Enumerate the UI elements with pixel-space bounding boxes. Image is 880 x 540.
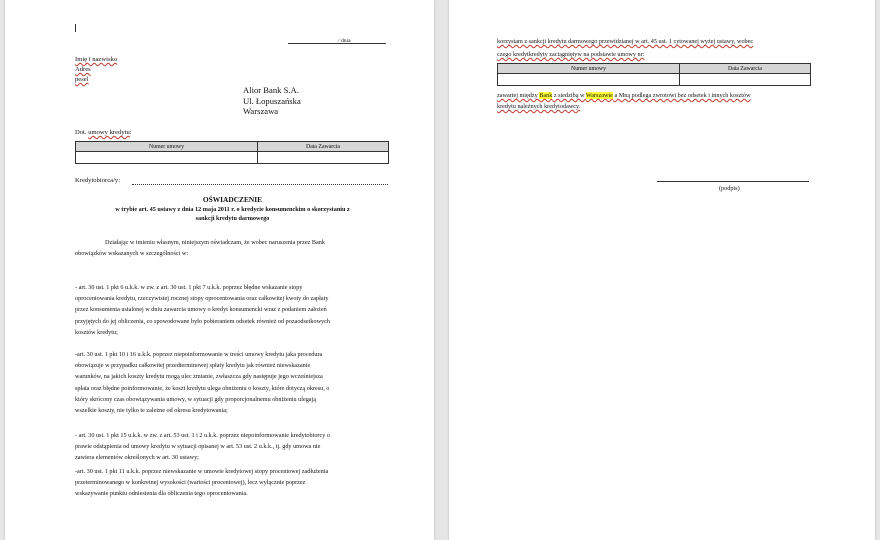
point-4-line: -art. 30 ust. 1 pkt 11 u.k.k. poprzez niewskazanie w umowie kredytowej stopy procentowej zadłużenia — [75, 468, 329, 475]
sender-block — [75, 55, 117, 85]
highlight-city: Warszawie — [585, 92, 613, 99]
point-2-line: -art. 30 ust. 1 pkt 10 i 16 u.k.k. poprzez niepoinformowanie w treści umowy kredytu jaka procedura — [75, 351, 323, 358]
after-pre: zawartej między — [497, 92, 540, 99]
date-label: / dnia — [338, 38, 351, 44]
intro-line-2: obowiązków wskazanych w szczególności w: — [75, 250, 189, 258]
point-4 — [75, 466, 390, 500]
title-block — [75, 195, 390, 223]
point-2-line: obowiązuje w przypadku całkowitej przedterminowej spłaty kredytu jak również niewskazanie — [75, 362, 311, 370]
dot-underlined: umowy kredytu — [88, 129, 130, 136]
bank-address — [243, 85, 301, 117]
document-subtitle-1: w trybie art. 45 ustawy z dnia 12 maja 2011 r. o kredycie konsumenckim o skorzystaniu z — [115, 206, 350, 213]
page2-after-line-2: kredytu należnych kredytodawcy. — [497, 103, 581, 110]
signature-line — [657, 181, 809, 182]
table-header-data: Data Zawarcia — [258, 142, 389, 152]
point-1 — [75, 282, 390, 338]
page2-line-1: korzystam z sankcji kredytu darmowego przewidzianej w art. 45 ust. 1 cytowanej wyżej ustawy, wobec — [497, 38, 754, 45]
sender-name: Imię i nazwisko — [75, 56, 118, 63]
point-2-line: warunków, na jakich koszty kredytu mogą ulec zmianie, zwłaszcza gdy następuje jego wcześniejsza — [75, 373, 323, 381]
point-1-line: - art. 30 ust. 1 pkt 6 u.k.k. w zw. z art. 30 ust. 1 pkt 7 u.k.k. poprzez błędne wskazanie stopy — [75, 284, 303, 291]
table2-header-numer: Numer umowy — [498, 64, 680, 74]
point-2-line: spłata oraz błędne poinformowanie, że koszt kredytu ulega obniżeniu o koszty, które dotyczą okresu, o — [75, 384, 330, 392]
document-page-2[interactable] — [449, 0, 875, 540]
page2-line-2: czego kredytkredyty zaciągniętyw na podstawie umowy nr: — [497, 51, 645, 58]
text-cursor — [75, 24, 76, 32]
contract-table-2 — [497, 63, 811, 86]
point-4-line: wskazywanie punktu odniesienia dla obliczenia tego oprocentowania. — [75, 490, 248, 498]
table-cell-data[interactable] — [258, 152, 389, 164]
page2-after-line-1 — [497, 90, 817, 101]
document-page-1[interactable] — [5, 0, 434, 540]
intro-paragraph — [75, 237, 390, 259]
point-1-line: przez konsumenta ustalonej w dniu zawarcia umowy o kredyt konsumencki wraz z podaniem założeń — [75, 306, 327, 314]
point-2-line: który skrócony czas obowiązywania umowy, w sytuacji gdy proporcjonalnemu obniżeniu ulegają — [75, 395, 317, 403]
after-post: a Mną podlega zwrotowi bez odsetek i innych kosztów — [612, 92, 751, 99]
signature-label: (podpis) — [719, 185, 740, 192]
table2-cell-numer[interactable] — [498, 74, 680, 86]
point-1-line: oprocentowania kredytu, rzeczywistej rocznej stopy oprocentowania oraz całkowitej kwoty do zapłaty — [75, 295, 329, 303]
intro-line-1: Działając w imieniu własnym, niniejszym oświadczam, że wobec naruszenia przez Bank — [105, 239, 325, 246]
bank-name: Alior Bank S.A. — [243, 85, 299, 95]
dot-colon: : — [129, 129, 132, 136]
sender-pesel: pesel — [75, 76, 89, 83]
bank-city: Warszawa — [243, 106, 279, 117]
table2-header-data: Data Zawarcia — [680, 64, 811, 74]
document-subtitle-2: sankcji kredytu darmowego — [195, 215, 270, 222]
document-title: OŚWIADCZENIE — [202, 195, 263, 204]
highlight-bank: Bank — [539, 92, 553, 99]
date-line — [288, 36, 386, 44]
point-3-line: zawiera elementów określonych w art. 30 ustawy; — [75, 454, 199, 462]
point-3 — [75, 430, 390, 464]
dot-line — [75, 129, 132, 137]
table-cell-numer[interactable] — [76, 152, 258, 164]
point-2 — [75, 349, 390, 416]
sender-address: Adres — [75, 66, 91, 73]
table2-cell-data[interactable] — [680, 74, 811, 86]
table-header-numer: Numer umowy — [76, 142, 258, 152]
page2-after-table — [497, 90, 817, 112]
after-mid: z siedzibą w — [552, 92, 586, 99]
point-1-line: kosztów kredytu; — [75, 328, 118, 336]
dot-label: Dot. — [75, 129, 89, 136]
kredytobiorca-dotted-line — [132, 184, 388, 185]
point-4-line: przeterminowanego w konkretnej wysokości (wartości procentowej), lecz wyłącznie poprzez — [75, 479, 306, 487]
contract-table — [75, 141, 389, 164]
kredytobiorca-label: Kredytobiorca/y: — [75, 177, 121, 184]
point-1-line: przyjętych do jej obliczenia, co spowodowane było pobieraniem odsetek również od pozaodsetkowych — [75, 317, 330, 325]
point-3-line: - art. 30 ust. 1 pkt 15 u.k.k. w zw. z art. 53 ust. 1 i 2 u.k.k. poprzez niepoinformowanie kredytobiorcy o — [75, 432, 330, 439]
point-2-line: wszelkie koszty, nie tylko te zależne od okresu kredytowania; — [75, 407, 228, 415]
bank-street: Ul. Łopuszańska — [243, 95, 301, 106]
point-3-line: prawie odstąpienia od umowy kredytu w sytuacji opisanej w art. 53 ust. 2 u.k.k., tj. gdy umowa nie — [75, 443, 321, 451]
